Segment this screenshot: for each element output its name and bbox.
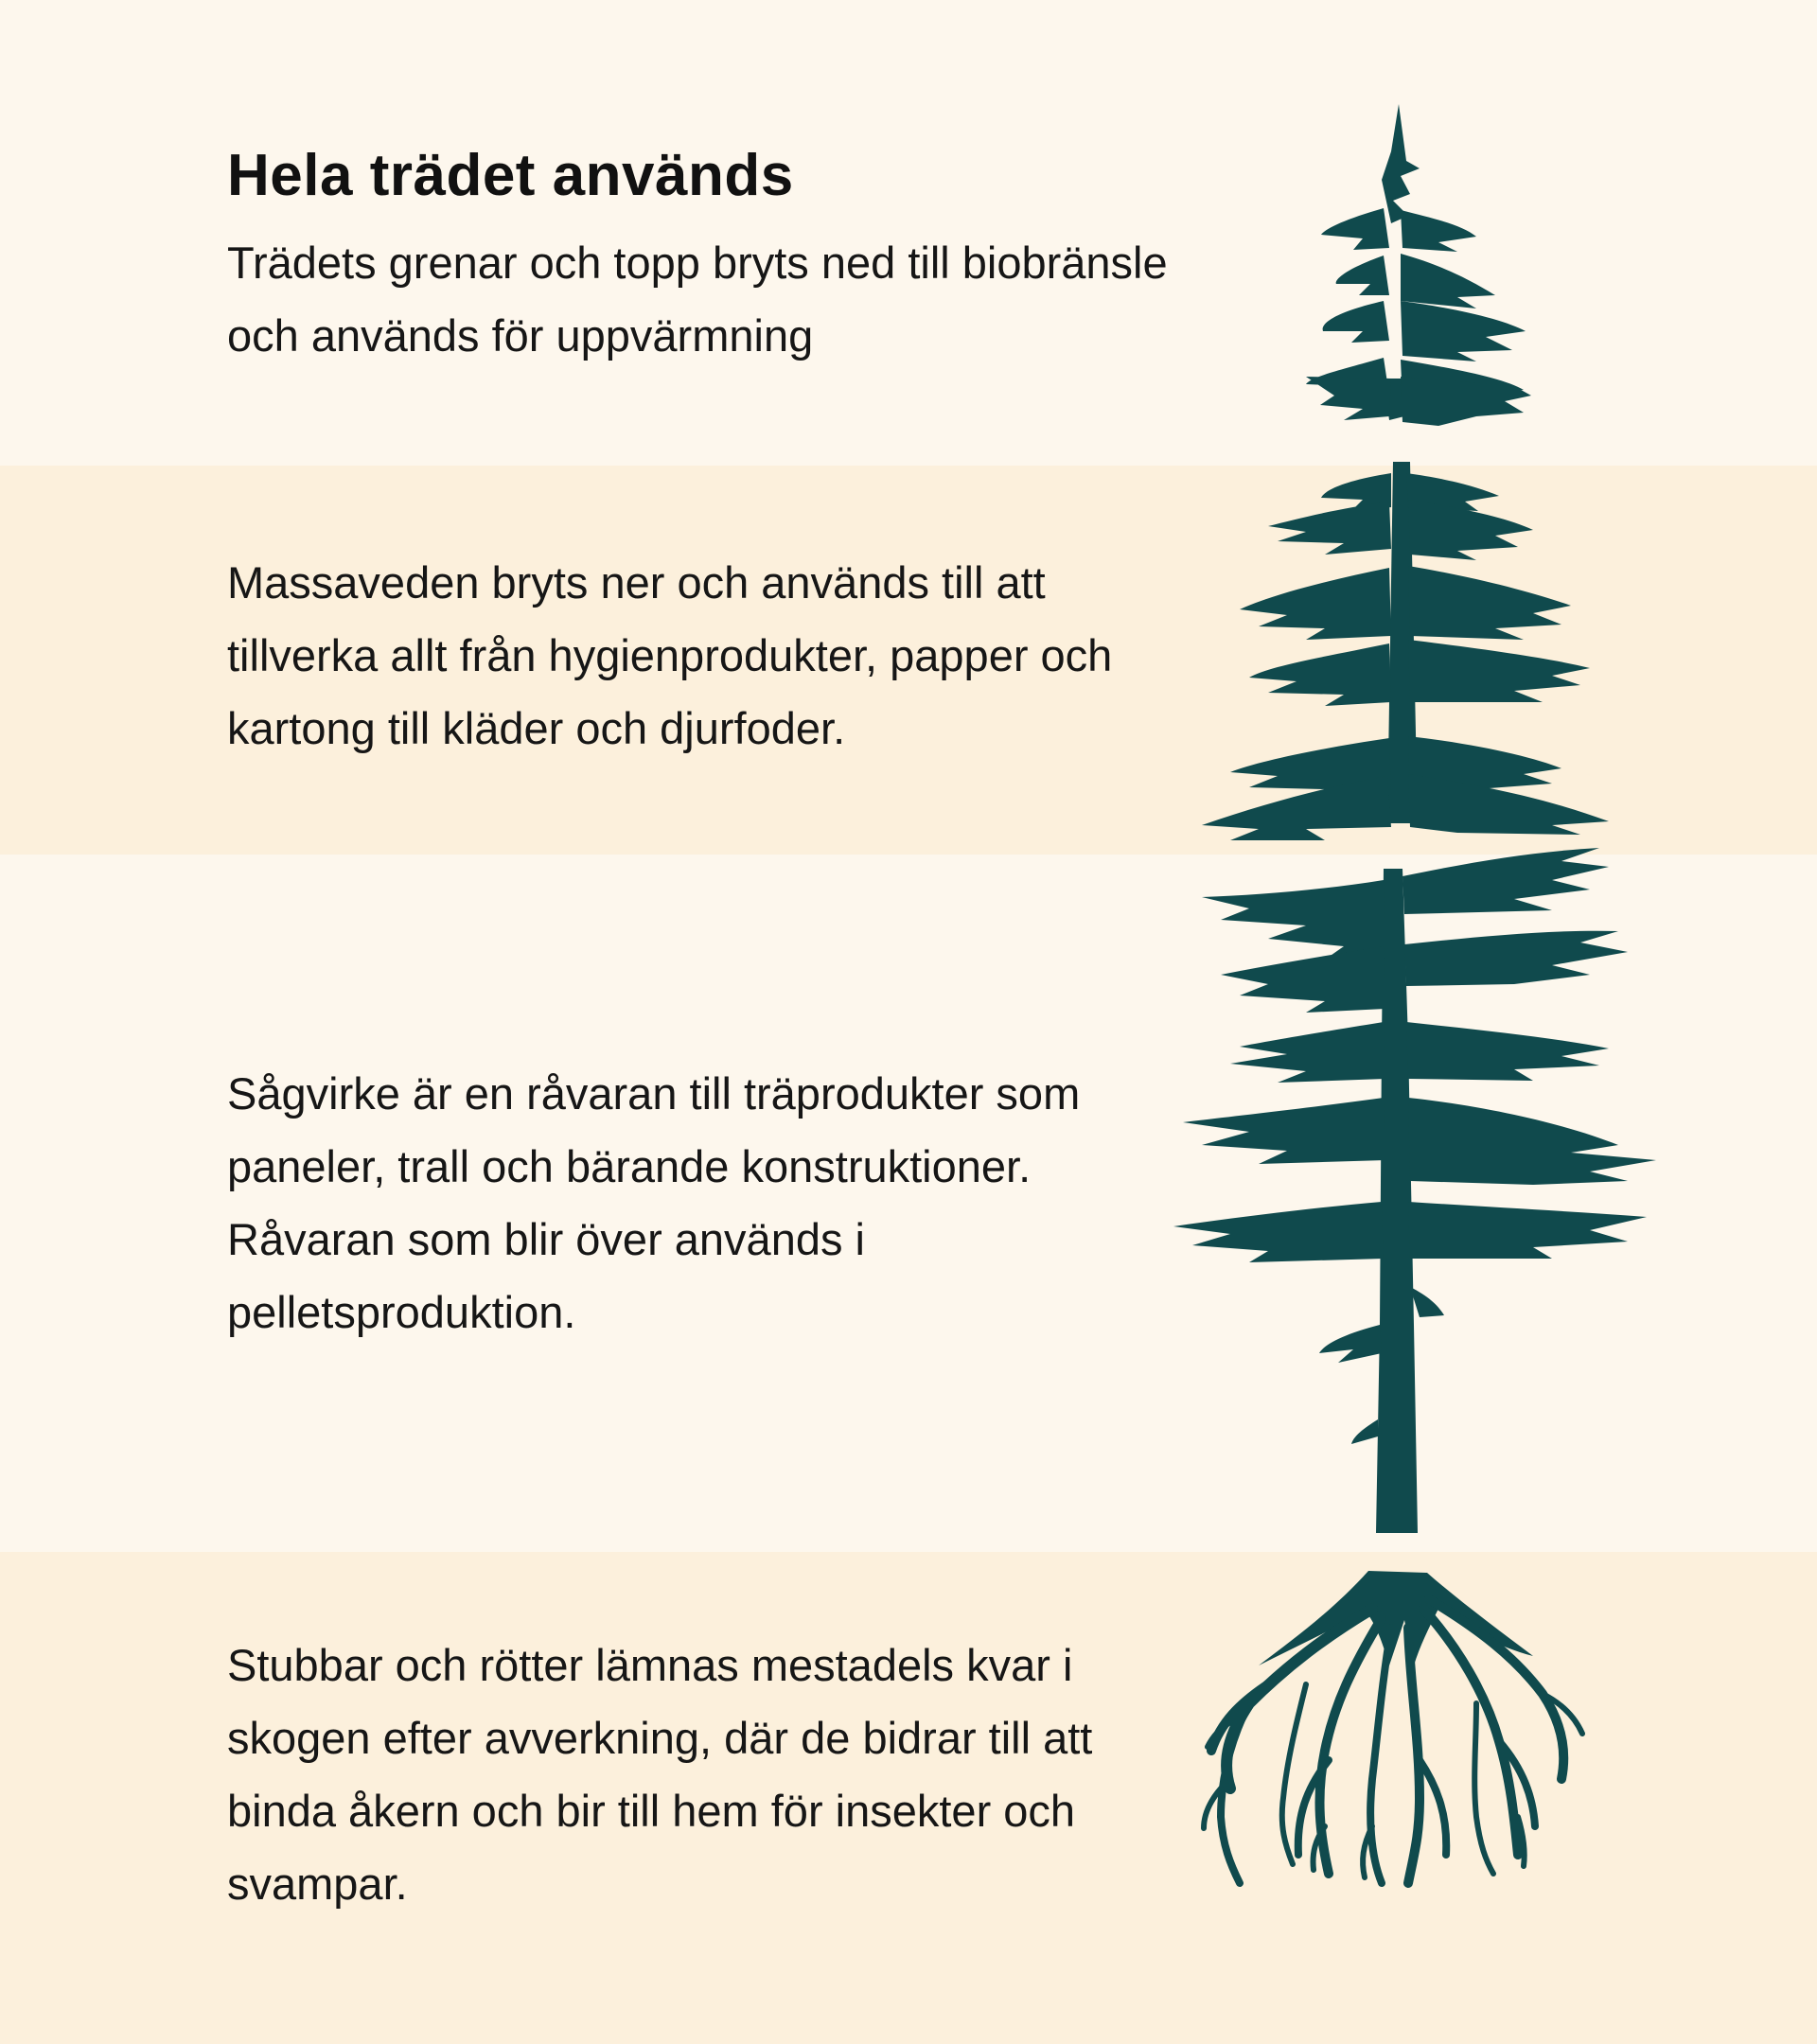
spruce-pulp-section-icon xyxy=(1202,462,1609,840)
section-top-description: Trädets grenar och topp bryts ned till biobränsle och används för uppvärmning xyxy=(227,238,1168,361)
page-title: Hela trädet används xyxy=(227,143,794,208)
section-timber-description: Sågvirke är en råvaran till träprodukter som paneler, trall och bärande konstruktioner. Råvaran som blir över används i pelletsproduktion. xyxy=(227,1068,1081,1337)
spruce-top-icon xyxy=(1306,104,1531,426)
section-pulp-description: Massaveden bryts ner och används till att tillverka allt från hygienprodukter, papper och kartong till kläder och djurfoder. xyxy=(227,557,1113,753)
section-roots-description: Stubbar och rötter lämnas mestadels kvar i skogen efter avverkning, där de bidrar till att binda åkern och bir till hem för insekter och svampar. xyxy=(227,1640,1093,1909)
spruce-timber-section-icon xyxy=(1173,848,1656,1533)
